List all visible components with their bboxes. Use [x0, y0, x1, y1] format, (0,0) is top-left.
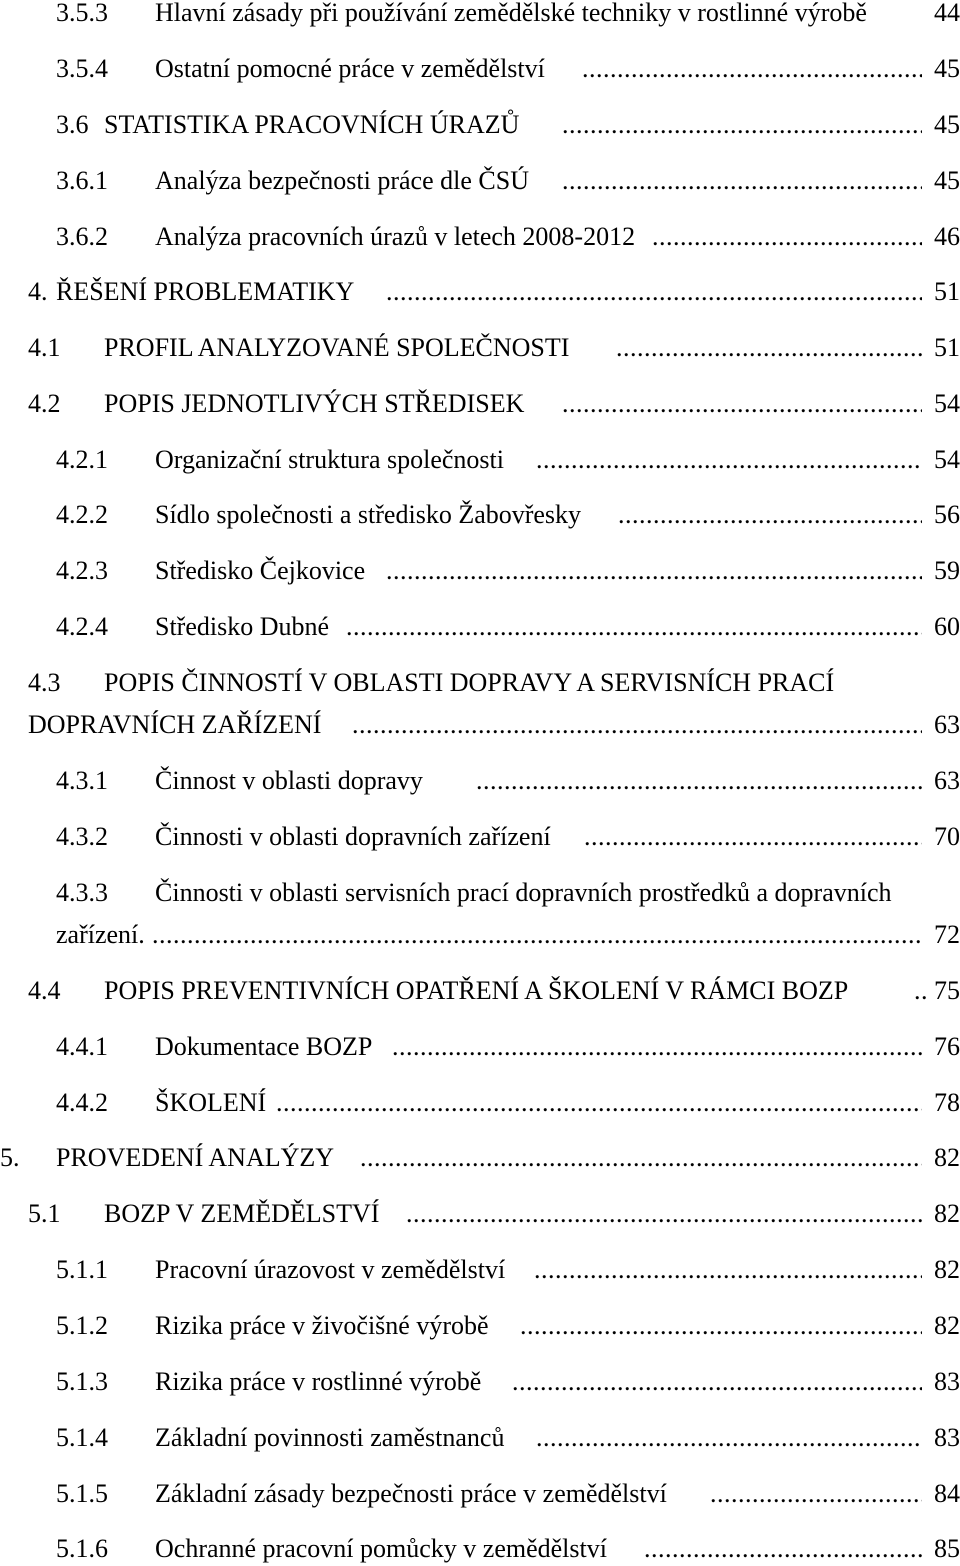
toc-number: 5.1.5: [56, 1479, 108, 1508]
toc-number: 5.1.2: [56, 1311, 108, 1340]
toc-number: 4.2.4: [56, 612, 108, 641]
toc-number: 5.1: [28, 1199, 61, 1228]
toc-title: Základní povinnosti zaměstnanců: [155, 1423, 505, 1452]
toc-leader: [582, 52, 922, 86]
toc-leader: [392, 1030, 922, 1064]
toc-number: 5.1.4: [56, 1423, 108, 1452]
toc-entry-continuation[interactable]: [0, 918, 960, 952]
toc-number: 3.5.4: [56, 54, 108, 83]
toc-leader: [406, 1197, 922, 1231]
toc-number: 5.1.6: [56, 1534, 108, 1563]
toc-title: PROVEDENÍ ANALÝZY: [56, 1143, 335, 1172]
toc-title: Dokumentace BOZP: [155, 1032, 373, 1061]
toc-leader: [352, 708, 922, 742]
toc-leader: [562, 387, 922, 421]
toc-page-number: 83: [934, 1423, 960, 1452]
toc-number: 3.6.2: [56, 222, 108, 251]
toc-number: 4.2.1: [56, 445, 108, 474]
toc-title: STATISTIKA PRACOVNÍCH ÚRAZŮ: [104, 110, 520, 139]
toc-title: Činnost v oblasti dopravy: [155, 766, 423, 795]
toc-entry[interactable]: [0, 0, 960, 30]
toc-page-number: 51: [934, 277, 960, 306]
toc-page-number: 56: [934, 500, 960, 529]
toc-title: POPIS PREVENTIVNÍCH OPATŘENÍ A ŠKOLENÍ V RÁMCI BOZP: [104, 976, 849, 1005]
toc-page-number: 63: [934, 766, 960, 795]
toc-number: 3.6.1: [56, 166, 108, 195]
toc-page-number: 82: [934, 1255, 960, 1284]
toc-number: 4.4: [28, 976, 61, 1005]
toc-title: Rizika práce v rostlinné výrobě: [155, 1367, 482, 1396]
toc-leader: [562, 108, 922, 142]
toc-page-number: 76: [934, 1032, 960, 1061]
toc-leader: [710, 1477, 922, 1511]
toc-number: 4.3.1: [56, 766, 108, 795]
toc-page-number: 85: [934, 1534, 960, 1563]
toc-entry[interactable]: [0, 666, 960, 700]
toc-leader: [346, 610, 922, 644]
toc-entry[interactable]: [0, 275, 960, 309]
toc-leader: [276, 1086, 922, 1120]
toc-entry[interactable]: [0, 1309, 960, 1343]
toc-title: Rizika práce v živočišné výrobě: [155, 1311, 489, 1340]
toc-entry[interactable]: [0, 1421, 960, 1455]
toc-leader: [616, 331, 922, 365]
toc-number: 4.3: [28, 668, 61, 697]
toc-title: Středisko Dubné: [155, 612, 330, 641]
toc-leader: [386, 275, 922, 309]
toc-page-number: 60: [934, 612, 960, 641]
toc-number: 5.1.1: [56, 1255, 108, 1284]
toc-entry[interactable]: [0, 164, 960, 198]
toc-title-continuation: zařízení.: [56, 920, 145, 949]
toc-title-continuation: DOPRAVNÍCH ZAŘÍZENÍ: [28, 710, 322, 739]
toc-entry[interactable]: [0, 387, 960, 421]
toc-entry[interactable]: [0, 331, 960, 365]
toc-leader: [644, 1532, 922, 1566]
toc-number: 4.: [28, 277, 48, 306]
toc-page-number: 44: [934, 0, 960, 27]
toc-entry[interactable]: [0, 1365, 960, 1399]
toc-title: POPIS ČINNOSTÍ V OBLASTI DOPRAVY A SERVISNÍCH PRACÍ: [104, 668, 835, 697]
toc-title: POPIS JEDNOTLIVÝCH STŘEDISEK: [104, 389, 525, 418]
toc-leader: [652, 220, 922, 254]
toc-entry[interactable]: [0, 1086, 960, 1120]
toc-entry[interactable]: [0, 974, 960, 1008]
toc-page-number: 72: [934, 920, 960, 949]
toc-number: 4.3.2: [56, 822, 108, 851]
toc-entry[interactable]: [0, 1477, 960, 1511]
toc-number: 3.5.3: [56, 0, 108, 27]
toc-page-number: 54: [934, 445, 960, 474]
toc-entry[interactable]: [0, 498, 960, 532]
toc-title: Ostatní pomocné práce v zemědělství: [155, 54, 545, 83]
toc-number: 5.: [0, 1143, 20, 1172]
toc-page-number: 84: [934, 1479, 960, 1508]
toc-leader: [520, 1309, 922, 1343]
toc-title: ŠKOLENÍ: [155, 1088, 267, 1117]
toc-leader: [562, 164, 922, 198]
toc-leader: [914, 974, 928, 1008]
toc-page-number: 59: [934, 556, 960, 585]
toc-title: ŘEŠENÍ PROBLEMATIKY: [56, 277, 355, 306]
toc-leader: [512, 1365, 922, 1399]
toc-number: 4.4.2: [56, 1088, 108, 1117]
toc-leader: [152, 918, 922, 952]
toc-leader: [386, 554, 922, 588]
toc-entry[interactable]: [0, 52, 960, 86]
toc-title: Základní zásady bezpečnosti práce v zemědělství: [155, 1479, 667, 1508]
toc-entry[interactable]: [0, 1532, 960, 1566]
toc-entry[interactable]: [0, 220, 960, 254]
toc-title: Organizační struktura společnosti: [155, 445, 504, 474]
toc-leader: [536, 1421, 922, 1455]
toc-leader: [618, 498, 922, 532]
toc-number: 4.2.3: [56, 556, 108, 585]
toc-page-number: 54: [934, 389, 960, 418]
toc-title: Ochranné pracovní pomůcky v zemědělství: [155, 1534, 607, 1563]
toc-title: Analýza bezpečnosti práce dle ČSÚ: [155, 166, 529, 195]
toc-leader: [534, 1253, 922, 1287]
toc-number: 4.2: [28, 389, 61, 418]
toc-leader: [584, 820, 922, 854]
toc-page-number: 45: [934, 166, 960, 195]
toc-entry[interactable]: [0, 443, 960, 477]
toc-page-number: 78: [934, 1088, 960, 1117]
toc-entry[interactable]: [0, 1197, 960, 1231]
toc-number: 4.2.2: [56, 500, 108, 529]
toc-title: Hlavní zásady při používání zemědělské techniky v rostlinné výrobě: [155, 0, 867, 27]
toc-leader: [476, 764, 922, 798]
toc-entry[interactable]: [0, 554, 960, 588]
toc-leader: [536, 443, 922, 477]
toc-page-number: 51: [934, 333, 960, 362]
toc-page-number: 75: [934, 976, 960, 1005]
toc-number: 3.6: [56, 110, 89, 139]
toc-number: 4.3.3: [56, 878, 108, 907]
toc-page-number: 63: [934, 710, 960, 739]
toc-number: 4.4.1: [56, 1032, 108, 1061]
toc-page-number: 45: [934, 110, 960, 139]
toc-page-number: 70: [934, 822, 960, 851]
toc-entry[interactable]: [0, 1253, 960, 1287]
toc-number: 5.1.3: [56, 1367, 108, 1396]
toc-title: Činnosti v oblasti servisních prací dopravních prostředků a dopravních: [155, 878, 892, 907]
toc-entry[interactable]: [0, 1141, 960, 1175]
toc-entry-continuation[interactable]: [0, 708, 960, 742]
toc-title: Činnosti v oblasti dopravních zařízení: [155, 822, 551, 851]
toc-title: Středisko Čejkovice: [155, 556, 366, 585]
toc-page-number: 83: [934, 1367, 960, 1396]
toc-page-number: 82: [934, 1311, 960, 1340]
toc-entry[interactable]: [0, 610, 960, 644]
toc-title: Sídlo společnosti a středisko Žabovřesky: [155, 500, 582, 529]
toc-page-number: 82: [934, 1143, 960, 1172]
toc-title: Pracovní úrazovost v zemědělství: [155, 1255, 506, 1284]
toc-entry[interactable]: [0, 876, 960, 910]
toc-page-number: 46: [934, 222, 960, 251]
toc-entry[interactable]: [0, 108, 960, 142]
toc-page-number: 45: [934, 54, 960, 83]
toc-entry[interactable]: [0, 1030, 960, 1064]
toc-number: 4.1: [28, 333, 61, 362]
toc-title: PROFIL ANALYZOVANÉ SPOLEČNOSTI: [104, 333, 570, 362]
toc-leader: [360, 1141, 922, 1175]
toc-entry[interactable]: [0, 820, 960, 854]
toc-title: BOZP V ZEMĚDĚLSTVÍ: [104, 1199, 380, 1228]
toc-page-number: 82: [934, 1199, 960, 1228]
toc-entry[interactable]: [0, 764, 960, 798]
toc-title: Analýza pracovních úrazů v letech 2008-2012: [155, 222, 636, 251]
